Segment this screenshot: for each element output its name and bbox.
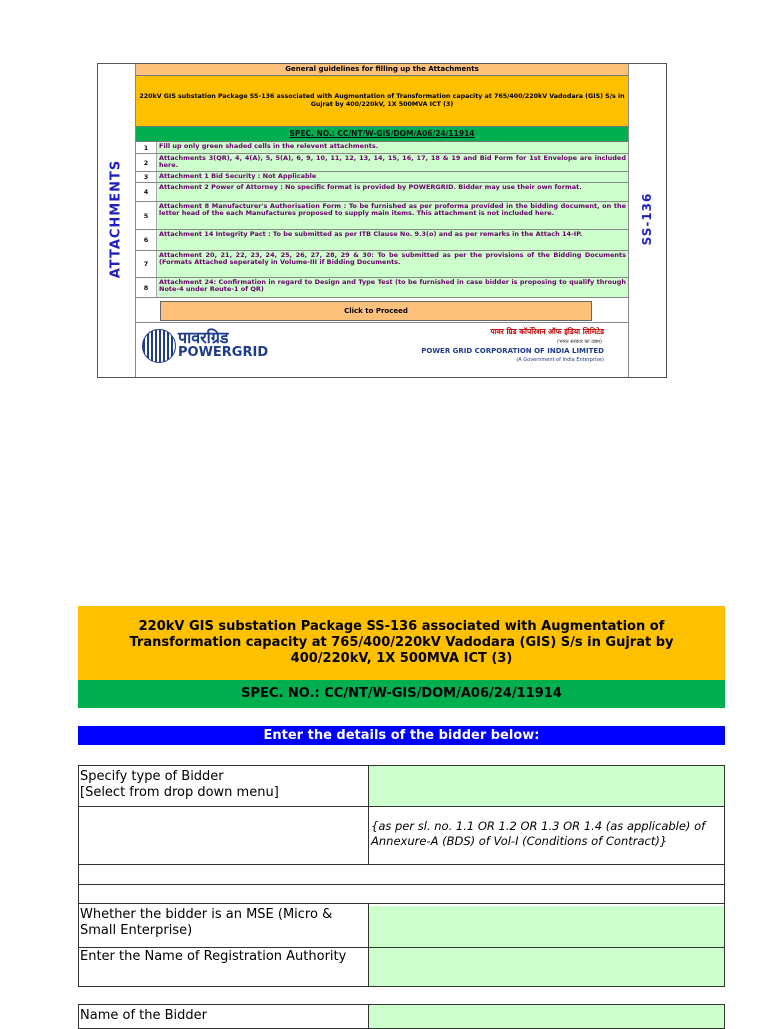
click-to-proceed-button[interactable]: Click to Proceed	[160, 301, 592, 321]
guideline-text: Attachments 3(QR), 4, 4(A), 5, 5(A), 6, 9, 10, 11, 12, 13, 14, 15, 16, 17, 18 & 19 and Bid Form for 1st Envelope are included here.	[159, 154, 626, 170]
bidder-type-row	[78, 765, 725, 807]
guideline-text: Attachment 2 Power of Attorney : No specific format is provided by POWERGRID. Bidder may use their own format.	[159, 183, 582, 191]
guideline-text: Attachment 20, 21, 22, 23, 24, 25, 26, 27, 28, 29 & 30: To be submitted as per the provisions of the Bidding Documents (Formats Attached seperately in Volume-III if Bidding Documents.	[159, 251, 626, 267]
mse-label: Whether the bidder is an MSE (Micro & Small Enterprise)	[79, 904, 369, 947]
guideline-row	[136, 183, 628, 202]
guideline-number: 8	[136, 278, 157, 297]
enter-details-heading: Enter the details of the bidder below:	[78, 726, 725, 745]
bidder-name-label: Name of the Bidder	[79, 1005, 369, 1028]
logo-english-text: POWERGRID	[178, 345, 269, 360]
ss-code-text: SS-136	[640, 192, 654, 246]
package-title: 220kV GIS substation Package SS-136 associated with Augmentation of Transformation capacity at 765/400/220kV Vadodara (GIS) S/s in Gujrat by 400/220kV, 1X 500MVA ICT (3)	[136, 76, 628, 127]
logo-footer	[136, 323, 628, 368]
mse-input[interactable]	[369, 906, 724, 947]
guideline-number: 7	[136, 251, 157, 277]
annexure-note-row	[78, 806, 725, 865]
guideline-row	[136, 278, 628, 298]
guideline-text: Attachment 24: Confirmation in regard to Design and Type Test (to be furnished in case bidder is proposing to qualify through Note-4 under Route-1 of QR)	[159, 278, 626, 294]
guidelines-panel	[136, 64, 628, 377]
corporation-english-name: POWER GRID CORPORATION OF INDIA LIMITED	[421, 347, 604, 355]
blank-cell	[79, 865, 724, 884]
guideline-row	[136, 142, 628, 154]
corporation-hindi-subtitle: (भारत सरकार का उद्यम)	[557, 339, 602, 345]
proceed-row	[136, 298, 628, 323]
powergrid-logo-icon	[142, 329, 176, 363]
general-guidelines-title: General guidelines for filling up the Attachments	[136, 64, 628, 76]
guideline-number: 3	[136, 172, 157, 182]
registration-authority-label: Enter the Name of Registration Authority	[79, 948, 369, 986]
annexure-note-blank-label	[79, 807, 369, 864]
guideline-row	[136, 230, 628, 251]
corporation-government-note: (A Government of India Enterprise)	[516, 357, 604, 363]
blank-cell	[79, 885, 724, 903]
guideline-text: Attachment 14 Integrity Pact : To be submitted as per ITB Clause No. 9.3(o) and as per remarks in the Attach 14-IP.	[159, 230, 583, 238]
bidder-name-input[interactable]	[369, 1005, 724, 1028]
guidelines-sheet	[97, 63, 667, 378]
annexure-note: {as per sl. no. 1.1 OR 1.2 OR 1.3 OR 1.4 (as applicable) of Annexure-A (BDS) of Vol-I (Conditions of Contract)}	[371, 819, 706, 848]
mse-row	[78, 903, 725, 948]
bidder-type-label: Specify type of Bidder [Select from drop down menu]	[79, 766, 369, 806]
guideline-text: Fill up only green shaded cells in the relevent attachments.	[159, 142, 379, 150]
bidder-spec-number: SPEC. NO.: CC/NT/W-GIS/DOM/A06/24/11914	[78, 680, 725, 708]
bidder-package-title: 220kV GIS substation Package SS-136 associated with Augmentation of Transformation capacity at 765/400/220kV Vadodara (GIS) S/s in Gujrat by 400/220kV, 1X 500MVA ICT (3)	[78, 606, 725, 680]
spacer-row	[78, 864, 725, 885]
guideline-number: 2	[136, 154, 157, 171]
guideline-number: 5	[136, 202, 157, 229]
guideline-text: Attachment 8 Manufacturer's Authorisation Form : To be furnished as per proforma provided in the bidding document, on the letter head of the each Manufactures proposed to supply main items. This attachment is not included here.	[159, 202, 626, 218]
guideline-row	[136, 202, 628, 230]
logo-hindi-text: पावरग्रिड	[178, 328, 229, 347]
spec-number: SPEC. NO.: CC/NT/W-GIS/DOM/A06/24/11914	[136, 127, 628, 142]
guideline-row	[136, 251, 628, 278]
attachments-text: ATTACHMENTS	[108, 159, 124, 279]
registration-authority-input[interactable]	[369, 948, 724, 986]
guideline-row	[136, 172, 628, 183]
ss-code-side-label	[628, 64, 666, 377]
registration-row	[78, 947, 725, 987]
attachments-side-label	[98, 64, 136, 377]
guideline-number: 6	[136, 230, 157, 250]
corporation-hindi-name: पावर ग्रिड कॉर्पोरेशन ऑफ इंडिया लिमिटेड	[490, 327, 604, 336]
guideline-row	[136, 154, 628, 172]
guideline-number: 4	[136, 183, 157, 201]
guideline-number: 1	[136, 142, 157, 153]
spacer-row	[78, 884, 725, 904]
guideline-text: Attachment 1 Bid Security : Not Applicable	[159, 172, 317, 180]
bidder-type-select[interactable]	[369, 766, 724, 806]
bidder-name-row	[78, 1004, 725, 1029]
